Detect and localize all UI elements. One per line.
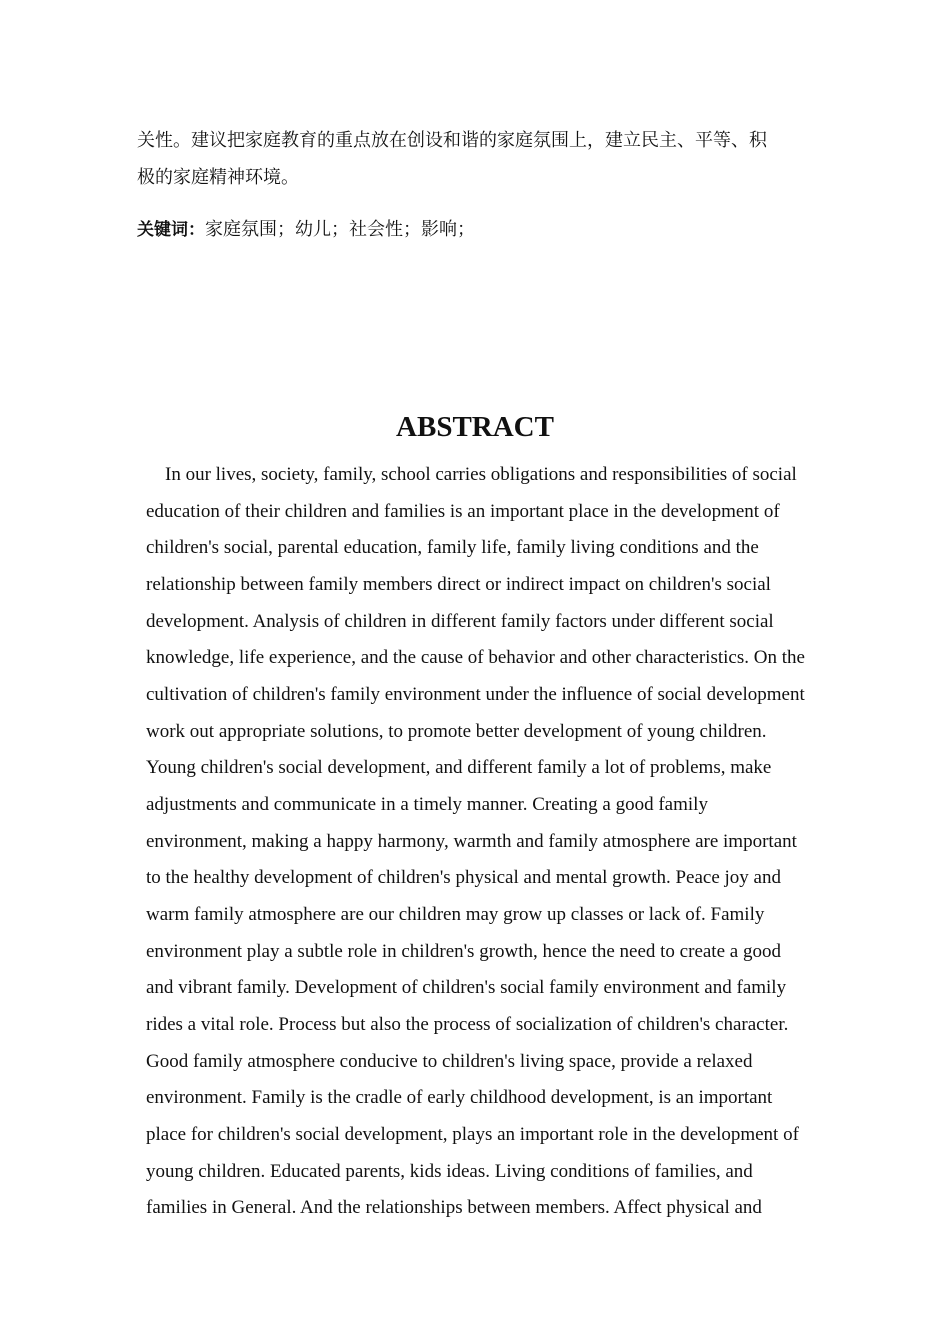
abstract-line: environment play a subtle role in children's growth, hence the need to create a good bbox=[146, 941, 781, 962]
abstract-line: Young children's social development, and different family a lot of problems, make bbox=[146, 757, 772, 778]
abstract-line: development. Analysis of children in different family factors under different social bbox=[146, 611, 774, 632]
abstract-line: and vibrant family. Development of children's social family environment and family bbox=[146, 977, 787, 998]
abstract-line: children's social, parental education, family life, family living conditions and the bbox=[146, 537, 759, 558]
abstract-line: rides a vital role. Process but also the process of socialization of children's character. bbox=[146, 1014, 789, 1035]
keywords-text: 家庭氛围；幼儿；社会性；影响； bbox=[205, 219, 475, 240]
abstract-title: ABSTRACT bbox=[396, 411, 554, 443]
abstract-line: environment, making a happy harmony, warmth and family atmosphere are important bbox=[146, 831, 797, 852]
abstract-line: Good family atmosphere conducive to children's living space, provide a relaxed bbox=[146, 1051, 753, 1072]
abstract-line: work out appropriate solutions, to promote better development of young children. bbox=[146, 721, 767, 742]
abstract-line: education of their children and families is an important place in the development of bbox=[146, 501, 780, 522]
chinese-abstract-line-2: 极的家庭精神环境。 bbox=[137, 167, 299, 188]
abstract-line: young children. Educated parents, kids ideas. Living conditions of families, and bbox=[146, 1161, 753, 1182]
abstract-line: relationship between family members direct or indirect impact on children's social bbox=[146, 574, 771, 595]
keywords-label: 关键词： bbox=[137, 220, 205, 240]
abstract-line: In our lives, society, family, school carries obligations and responsibilities of social bbox=[165, 464, 797, 485]
abstract-line: place for children's social development, plays an important role in the development of bbox=[146, 1124, 799, 1145]
keywords-line bbox=[137, 218, 817, 242]
abstract-line: families in General. And the relationships between members. Affect physical and bbox=[146, 1197, 762, 1218]
abstract-line: adjustments and communicate in a timely manner. Creating a good family bbox=[146, 794, 708, 815]
abstract-line: environment. Family is the cradle of early childhood development, is an important bbox=[146, 1087, 773, 1108]
chinese-abstract-line-1: 关性。建议把家庭教育的重点放在创设和谐的家庭氛围上，建立民主、平等、积 bbox=[137, 130, 767, 151]
abstract-line: to the healthy development of children's physical and mental growth. Peace joy and bbox=[146, 867, 781, 888]
abstract-line: cultivation of children's family environment under the influence of social development bbox=[146, 684, 805, 705]
abstract-line: warm family atmosphere are our children may grow up classes or lack of. Family bbox=[146, 904, 765, 925]
abstract-line: knowledge, life experience, and the cause of behavior and other characteristics. On the bbox=[146, 647, 805, 668]
